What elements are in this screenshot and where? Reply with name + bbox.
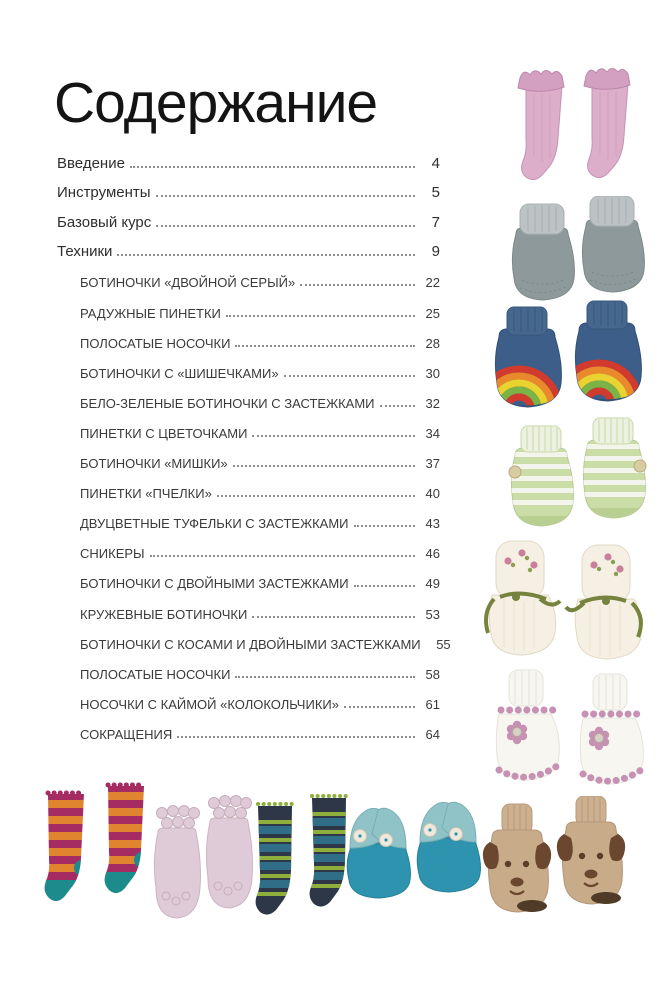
toc-entry (57, 236, 440, 266)
toc-subentry (57, 566, 440, 596)
toc-entry-page: 4 (431, 154, 440, 172)
toc-entry-page: 5 (431, 184, 440, 202)
toc-entry-label: БОТИНОЧКИ «МИШКИ» (80, 456, 228, 472)
dot-leader (235, 676, 415, 678)
dot-leader (235, 345, 415, 347)
toc-entry-page: 58 (425, 666, 440, 682)
toc-entry (57, 177, 440, 207)
toc-entry-label: БОТИНОЧКИ С КОСАМИ И ДВОЙНЫМИ ЗАСТЕЖКАМИ (80, 636, 421, 652)
page-title: Содержание (54, 71, 378, 135)
toc-subentry (57, 717, 440, 747)
toc-subentry (57, 657, 440, 687)
toc-subentry (57, 295, 440, 325)
photo-white-pink-trim-booties (487, 666, 650, 790)
dot-leader (300, 284, 415, 286)
toc-entry-page: 32 (425, 395, 440, 411)
dot-leader (252, 616, 415, 618)
dot-leader (233, 465, 415, 467)
toc-entry-page: 43 (425, 516, 440, 532)
dot-leader (150, 555, 415, 557)
toc-entry-label: Инструменты (57, 184, 151, 202)
toc-entry-page: 61 (425, 696, 440, 712)
table-of-contents (57, 147, 451, 747)
toc-subentry (57, 476, 440, 506)
photo-green-white-striped-booties (503, 414, 650, 532)
photo-brown-dog-booties (482, 796, 626, 922)
toc-entry-label: НОСОЧКИ С КАЙМОЙ «КОЛОКОЛЬЧИКИ» (80, 696, 339, 712)
photo-pale-pink-bobble-booties (150, 794, 254, 936)
toc-entry-label: Базовый курс (57, 213, 152, 231)
dot-leader (344, 706, 415, 708)
dot-leader (226, 315, 415, 317)
toc-entry-page: 28 (425, 335, 440, 351)
toc-entry-page: 40 (425, 486, 440, 502)
toc-entry (57, 206, 440, 236)
toc-entry-label: СНИКЕРЫ (80, 546, 145, 562)
toc-subentry (57, 506, 440, 536)
toc-entry-label: БЕЛО-ЗЕЛЕНЫЕ БОТИНОЧКИ С ЗАСТЕЖКАМИ (80, 395, 375, 411)
photo-orange-magenta-striped-socks (34, 776, 156, 916)
toc-entry-label: Введение (57, 154, 125, 172)
toc-entry-page: 37 (425, 456, 440, 472)
toc-entry-page: 46 (425, 546, 440, 562)
toc-subentry (57, 596, 440, 626)
dot-leader (354, 525, 415, 527)
toc-subentry (57, 627, 451, 657)
dot-leader (380, 405, 416, 407)
toc-entry-label: ПИНЕТКИ «ПЧЕЛКИ» (80, 486, 212, 502)
toc-entry-label: РАДУЖНЫЕ ПИНЕТКИ (80, 305, 221, 321)
toc-subentry (57, 446, 440, 476)
dot-leader (284, 375, 415, 377)
photo-rainbow-navy-booties (487, 299, 650, 411)
dot-leader (156, 195, 415, 197)
toc-entry-label: БОТИНОЧКИ С «ШИШЕЧКАМИ» (80, 365, 279, 381)
toc-entry-page: 25 (425, 305, 440, 321)
photo-teal-button-booties (342, 790, 482, 906)
toc-subentry (57, 356, 440, 386)
photo-pink-ruffle-socks (502, 56, 650, 194)
toc-entry-label: БОТИНОЧКИ С ДВОЙНЫМИ ЗАСТЕЖКАМИ (80, 576, 349, 592)
toc-subentry (57, 265, 440, 295)
toc-entry-page: 55 (436, 636, 451, 652)
toc-entry-label: ПИНЕТКИ С ЦВЕТОЧКАМИ (80, 425, 248, 441)
toc-entry-label: ПОЛОСАТЫЕ НОСОЧКИ (80, 666, 231, 682)
toc-entry-page: 53 (425, 606, 440, 622)
toc-subentry (57, 326, 440, 356)
dot-leader (117, 254, 415, 256)
toc-subentry (57, 386, 440, 416)
toc-entry-page: 9 (431, 243, 440, 261)
toc-subentry (57, 536, 440, 566)
dot-leader (130, 166, 415, 168)
toc-entry-label: КРУЖЕВНЫЕ БОТИНОЧКИ (80, 606, 248, 622)
toc-entry-page: 64 (425, 726, 440, 742)
toc-subentry (57, 687, 440, 717)
toc-entry-page: 7 (431, 213, 440, 231)
toc-entry-page: 22 (425, 275, 440, 291)
photo-cream-flower-ribbon-booties (478, 533, 650, 667)
toc-entry-page: 30 (425, 365, 440, 381)
toc-entry-label: Техники (57, 243, 113, 261)
photo-gray-cuff-booties (504, 196, 650, 302)
toc-entry-label: ПОЛОСАТЫЕ НОСОЧКИ (80, 335, 231, 351)
toc-entry-label: СОКРАЩЕНИЯ (80, 726, 173, 742)
toc-entry-page: 34 (425, 425, 440, 441)
dot-leader (354, 585, 415, 587)
photo-navy-green-striped-socks (248, 786, 354, 932)
toc-entry-page: 49 (425, 576, 440, 592)
toc-entry (57, 147, 440, 177)
dot-leader (252, 435, 415, 437)
dot-leader (177, 736, 415, 738)
toc-entry-label: ДВУЦВЕТНЫЕ ТУФЕЛЬКИ С ЗАСТЕЖКАМИ (80, 516, 349, 532)
dot-leader (156, 225, 415, 227)
toc-subentry (57, 416, 440, 446)
dot-leader (217, 495, 415, 497)
toc-entry-label: БОТИНОЧКИ «ДВОЙНОЙ СЕРЫЙ» (80, 275, 296, 291)
